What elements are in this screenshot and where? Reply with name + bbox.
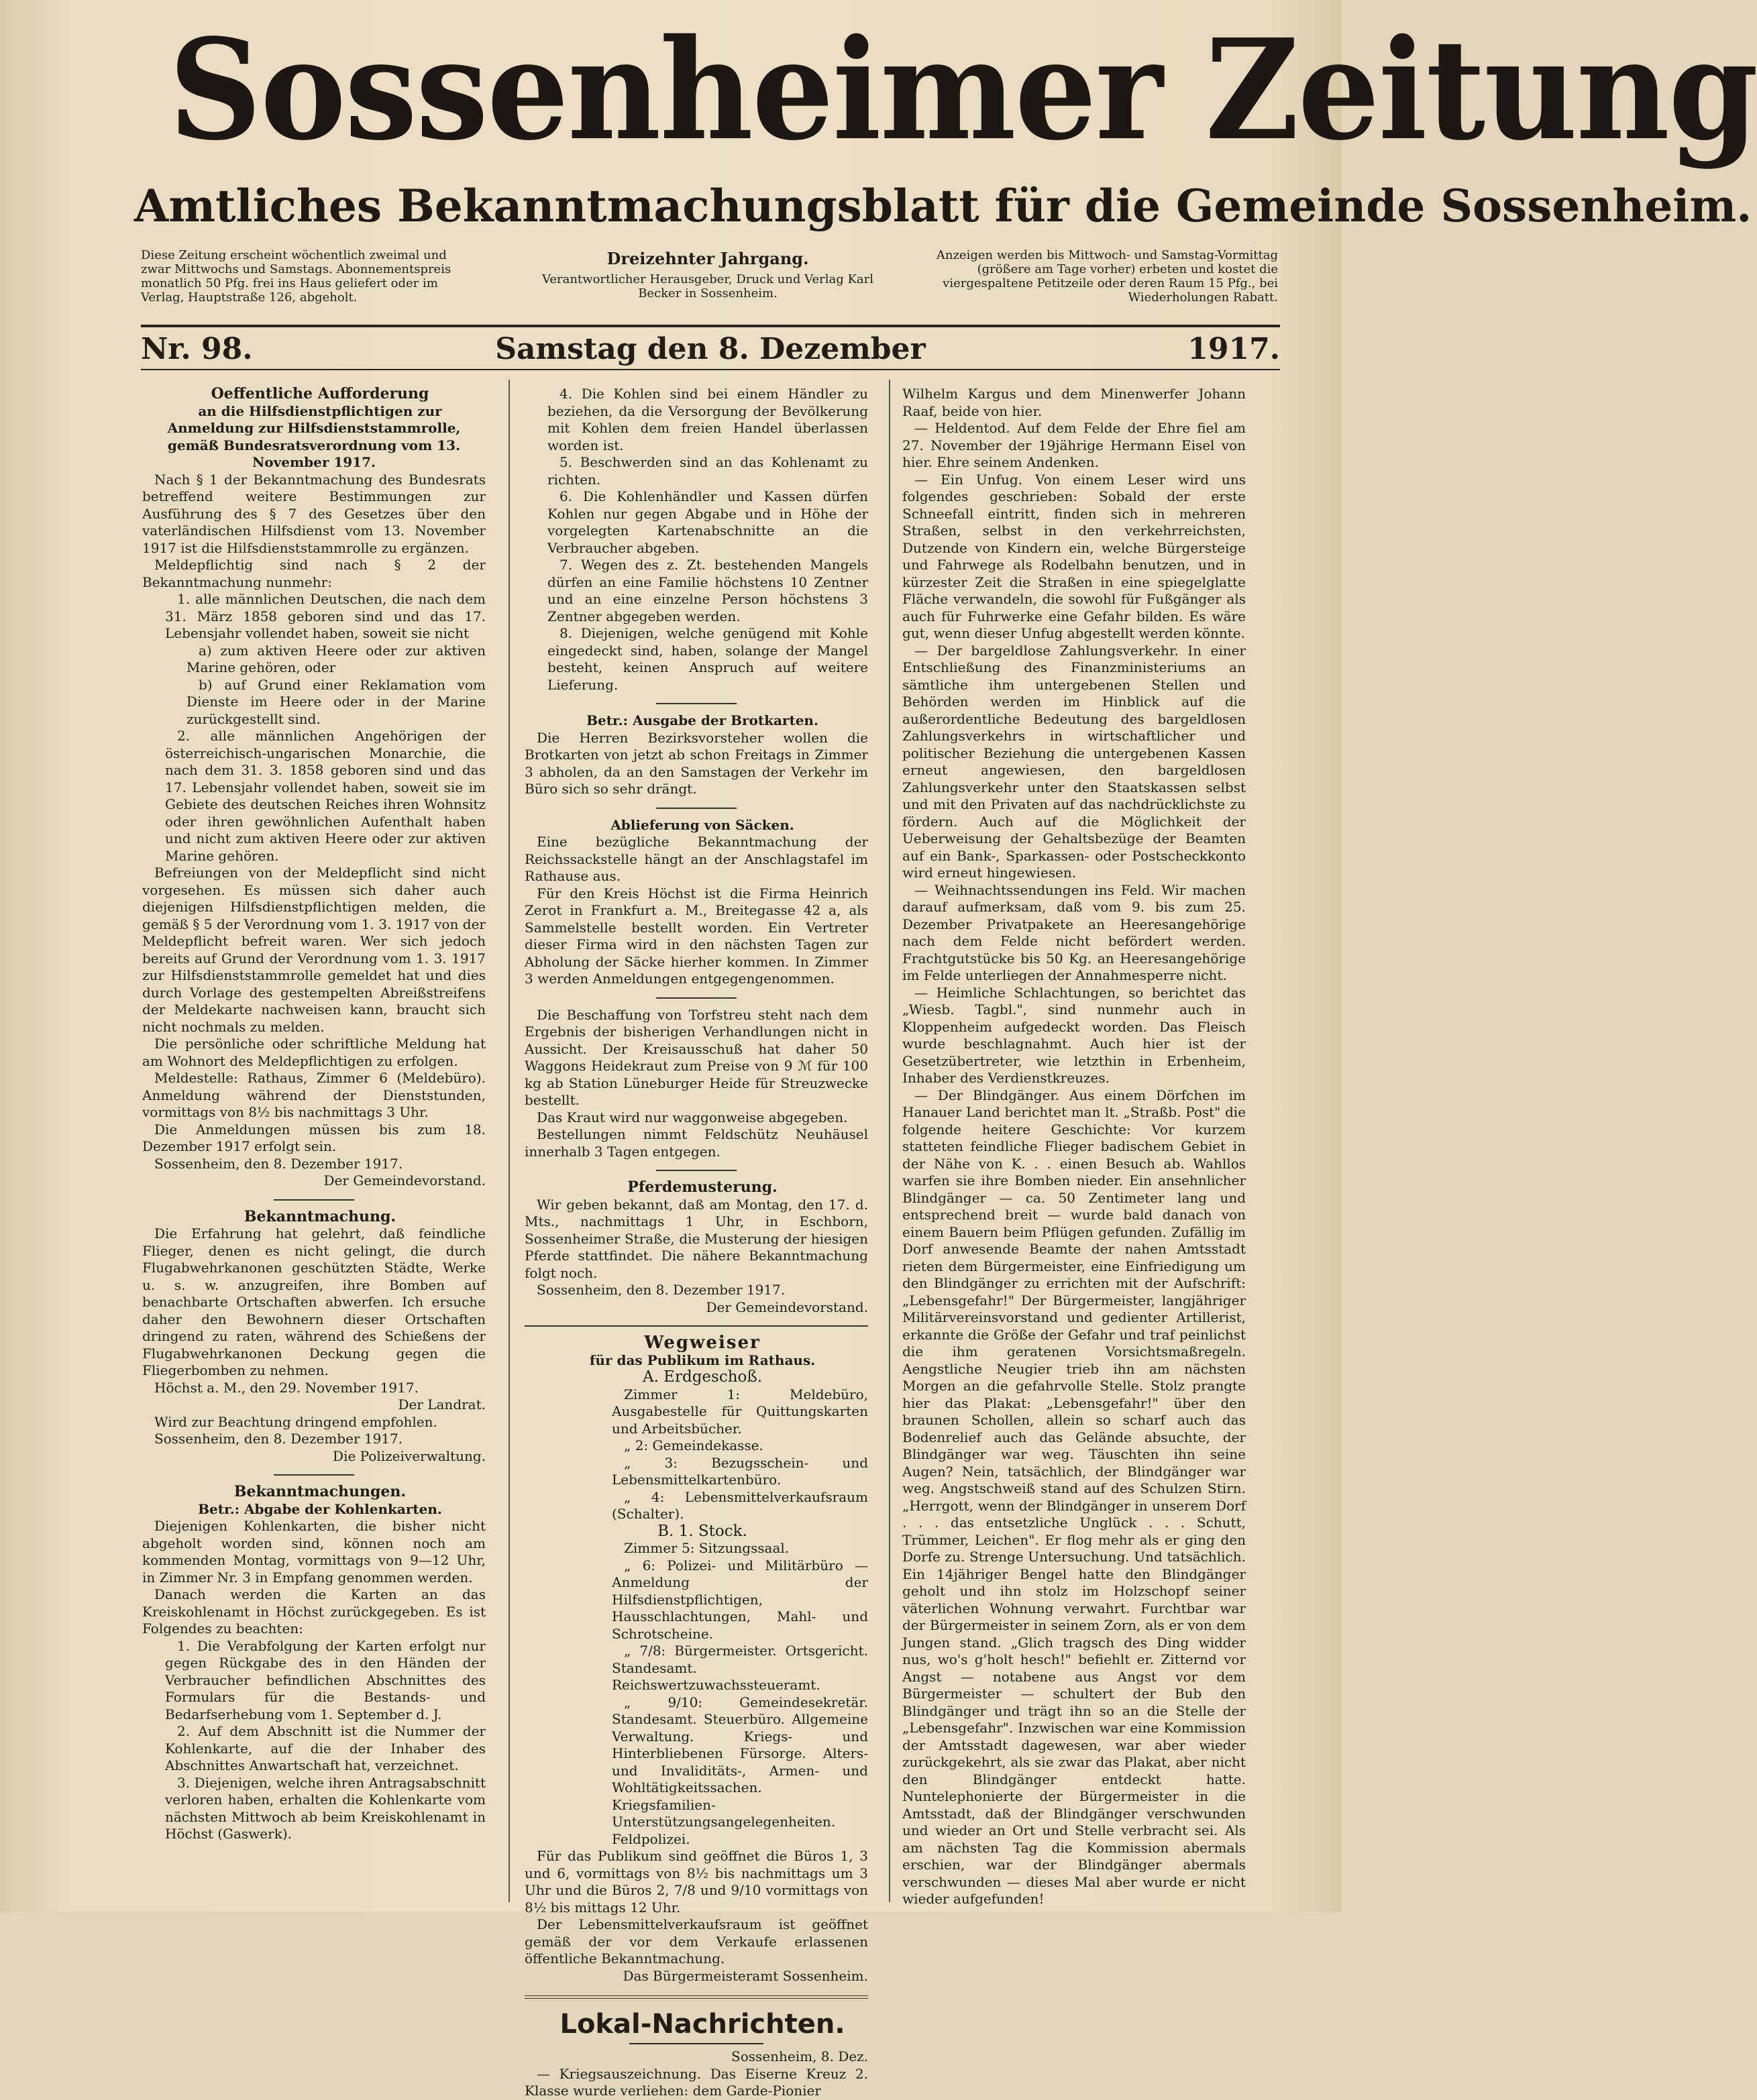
paragraph: Befreiungen von der Meldepflicht sind nicht vorgesehen. Es müssen sich daher auch diejenigen Hilfsdienstpflichtigen melden, die gemäß § 5 der Verordnung vom 1. 3. 1917 von der Meldepflicht befreit waren. Wer sich jedoch bereits auf Grund der Verordnung vom 1. 3. 1917 zur Hilfsdienststammrolle gemeldet hat und dies durch Vorlage des gestempelten Abreißstreifens der Meldekarte nachweisen kann, braucht sich nicht nochmals zu melden. (142, 865, 486, 1035)
list-item: 6. Die Kohlenhändler und Kassen dürfen Kohlen nur gegen Abgabe und in Höhe der vorgelegten Kartenabschnitte an die Verbraucher abgeben. (547, 488, 868, 556)
paragraph: Wird zur Beachtung dringend empfohlen. (154, 1413, 437, 1430)
article-title: Bekanntmachung. (244, 1207, 396, 1225)
signature: Das Bürgermeisteramt Sossenheim. (623, 1967, 868, 1984)
room-entry: „ 6: Polizei- und Militärbüro — Anmeldung der Hilfsdienstpflichtigen, Hausschlachtungen, Mahl- und Schrotscheine. (612, 1557, 868, 1642)
column-divider (509, 380, 510, 1902)
paragraph: Meldepflichtig sind nach § 2 der Bekanntmachung nunmehr: (142, 557, 486, 590)
separator (525, 1325, 868, 1327)
paragraph: Meldestelle: Rathaus, Zimmer 6 (Meldebüro). Anmeldung während der Dienststunden, vormittags von 8½ bis nachmittags 3 Uhr. (142, 1070, 486, 1120)
article-title: Oeffentliche Aufforderung (211, 385, 429, 402)
paragraph: Wilhelm Kargus und dem Minenwerfer Johann Raaf, beide von hier. (902, 386, 1246, 419)
room-entry: „ 2: Gemeindekasse. (624, 1437, 763, 1453)
column-divider (889, 380, 890, 1902)
room-entry: Zimmer 5: Sitzungssaal. (624, 1540, 790, 1556)
paragraph: Diejenigen Kohlenkarten, die bisher nicht abgeholt worden sind, können noch am kommenden Montag, vormittags von 9—12 Uhr, in Zimmer Nr. 3 in Empfang genommen werden. (142, 1518, 486, 1586)
header-rule-top (141, 325, 1280, 327)
header-rule-bottom (141, 369, 1280, 370)
place-date: Sossenheim, den 8. Dezember 1917. (537, 1282, 786, 1298)
list-item: 8. Diejenigen, welche genügend mit Kohle eingedeckt sind, haben, solange der Mangel besteht, keinen Anspruch auf weitere Lieferung. (547, 625, 868, 693)
double-rule (525, 1995, 868, 1999)
volume-year: Dreizehnter Jahrgang. (606, 249, 809, 268)
publisher-line: Verantwortlicher Herausgeber, Druck und Verlag Karl Becker in Sossenheim. (542, 272, 873, 300)
list-item: 1. Die Verabfolgung der Karten erfolgt nur gegen Rückgabe des in den Händen der Verbraucher befindlichen Abschnittes des Formulars für die Bestands- und Bedarfserhebung vom 1. September d. J. (165, 1637, 486, 1722)
paragraph: Die Herren Bezirksvorsteher wollen die Brotkarten von jetzt ab schon Freitags in Zimmer 3 abholen, da an den Samstagen der Verkehr im Büro sich so sehr drängt. (525, 729, 868, 797)
masthead-title: Sossenheimer Zeitung (168, 9, 1757, 171)
list-item: 7. Wegen des z. Zt. bestehenden Mangels dürfen an eine Familie höchstens 10 Zentner und an eine einzelne Person höchstens 3 Zentner abgegeben werden. (547, 557, 868, 624)
signature: Die Polizeiverwaltung. (333, 1447, 486, 1464)
article-title: Ablieferung von Säcken. (610, 816, 794, 833)
paragraph: Für das Publikum sind geöffnet die Büros 1, 3 und 6, vormittags von 8½ bis nachmittags um 3 Uhr und die Büros 2, 7/8 und 9/10 vormittags von 8½ bis mittags 12 Uhr. (525, 1848, 868, 1916)
separator (656, 808, 737, 809)
place-date: Höchst a. M., den 29. November 1917. (154, 1379, 419, 1396)
paragraph: Die Anmeldungen müssen bis zum 18. Dezember 1917 erfolgt sein. (142, 1121, 486, 1154)
room-entry: „ 3: Bezugsschein- und Lebensmittelkartenbüro. (612, 1454, 868, 1488)
place-date: Sossenheim, den 8. Dezember 1917. (154, 1155, 403, 1172)
paragraph: Wir geben bekannt, daß am Montag, den 17. d. Mts., nachmittags 1 Uhr, in Eschborn, Sossenheimer Straße, die Musterung der hiesigen Pferde stattfindet. Die nähere Bekanntmachung folgt noch. (525, 1196, 868, 1281)
subscription-info: Diese Zeitung erscheint wöchentlich zweimal und zwar Mittwochs und Samstags. Abonnementspreis monatlich 50 Pfg. frei ins Haus geliefert oder im Verlag, Hauptstraße 126, abgeholt. (141, 248, 451, 305)
separator (274, 1199, 354, 1201)
news-item: — Heldentod. Auf dem Felde der Ehre fiel am 27. November der 19jährige Hermann Eisel von hier. Ehre seinem Andenken. (902, 420, 1246, 470)
place-date: Sossenheim, den 8. Dezember 1917. (154, 1431, 403, 1447)
paragraph: Die persönliche oder schriftliche Meldung hat am Wohnort des Meldepflichtigen zu erfolgen. (142, 1036, 486, 1069)
news-item: — Heimliche Schlachtungen, so berichtet das „Wiesb. Tagbl.", sind nunmehr auch in Kloppenheim aufgedeckt worden. Das Fleisch wurde beschlagnahmt. Auch hier ist der Gesetzübertreter, wie letzthin in Erbenheim, Inhaber des Verdienstkreuzes. (902, 984, 1246, 1086)
separator (629, 2043, 763, 2044)
issue-year: 1917. (1187, 332, 1280, 366)
dateline (141, 330, 1280, 369)
column-2 (525, 386, 868, 2099)
paragraph: Die Beschaffung von Torfstreu steht nach dem Ergebnis der bisherigen Verhandlungen nicht in Aussicht. Der Kreisausschuß hat daher 50 Waggons Heidekraut zum Preise von 9 ℳ für 100 kg ab Station Lüneburger Heide für Streuzwecke bestellt. (525, 1006, 868, 1108)
floor-heading: B. 1. Stock. (657, 1522, 747, 1540)
separator (656, 997, 737, 999)
paragraph: Das Kraut wird nur waggonweise abgegeben. (537, 1109, 848, 1125)
room-entry: „ 4: Lebensmittelverkaufsraum (Schalter). (612, 1488, 868, 1522)
paragraph: Danach werden die Karten an das Kreiskohlenamt in Höchst zurückgegeben. Es ist Folgendes zu beachten: (142, 1586, 486, 1637)
separator (656, 1170, 737, 1171)
directory-subtitle: für das Publikum im Rathaus. (589, 1351, 816, 1368)
paragraph: Der Lebensmittelverkaufsraum ist geöffnet gemäß der vor dem Verkaufe erlassenen öffentliche Bekanntmachung. (525, 1916, 868, 1967)
article-title: Bekanntmachungen. (233, 1483, 407, 1500)
paragraph: Nach § 1 der Bekanntmachung des Bundesrats betreffend weitere Bestimmungen zur Ausführung des § 7 des Gesetzes über den vaterländischen Hilfsdienst vom 13. November 1917 ist die Hilfsdienststammrolle zu ergänzen. (142, 471, 486, 556)
issue-date: Samstag den 8. Dezember (495, 332, 926, 366)
list-item: a) zum aktiven Heere oder zur aktiven Marine gehören, oder (187, 642, 486, 675)
list-item: 1. alle männlichen Deutschen, die nach dem 31. März 1858 geboren sind und das 17. Lebensjahr vollendet haben, soweit sie nicht (165, 591, 486, 641)
section-dateline: Sossenheim, 8. Dez. (731, 2048, 868, 2064)
news-item: — Der Blindgänger. Aus einem Dörfchen im Hanauer Land berichtet man lt. „Straßb. Post" die folgende heitere Geschichte: Vor kurzem statteten feindliche Flieger badischem Gebiet in der Nähe von K. . . einen Besuch ab. Wahllos warfen sie ihre Bomben nieder. Ein ansehnlicher Blindgänger — ca. 50 Zentimeter lang und entsprechend breit — wurde bald danach von einem Bauern beim Pflügen gefunden. Zufällig im Dorf anwesende Beamte der nahen Amtsstadt rieten dem Bürgermeister, eine Einfriedigung um den Blindgänger zu errichten mit der Aufschrift: „Lebensgefahr!" Der Bürgermeister, langjähriger Militärvereinsvorstand und gedienter Artillerist, erkannte die Größe der Gefahr und traf peinlichst die ihm geratenen Vorsichtsmaßregeln. Aengstliche Neugier trieb ihn am nächsten Morgen an die gefahrvolle Stelle. Stolz prangte hier das Plakat: „Lebensgefahr!" über den braunen Schollen, allein so scharf auch das Bodenrelief auch das Gelände absuchte, der Blindgänger war weg. Täuschten ihn seine Augen? Nein, tatsächlich, der Blindgänger war weg. Angstschweiß stand auf des Schulzen Stirn. „Herrgott, wenn der Blindgänger in unserem Dorf . . . das entsetzliche Unglück . . . Schutt, Trümmer, Leichen". Er flog mehr als er ging den Dorfe zu. Strenge Untersuchung. Und tatsächlich. Ein 14jähriger Bengel hatte den Blindgänger geholt und ihn stolz im Holzschopf seiner väterlichen Wohnung verwahrt. Furchtbar war der Bürgermeister in seinem Zorn, als er von dem Jungen stand. „Glich tragsch des Ding widder nus, wo's g'holt hesch!" befiehlt er. Zitternd vor Angst — notabene aus Angst vor dem Bürgermeister — schultert der Bub den Blindgänger und trägt ihn so an die Stelle der „Lebensgefahr". Inzwischen war eine Kommission der Amtsstadt dagewesen, war aber wieder zurückgekehrt, als sie zwar das Plakat, aber nicht den Blindgänger entdeckt hatte. Nuntelephonierte der Bürgermeister in die Amtsstadt, daß der Blindgänger verschwunden und wieder an Ort und Stelle verbracht sei. Als am nächsten Tag die Kommission abermals erschien, war der Blindgänger abermals verschwunden — dieses Mal aber wurde er nicht wieder aufgefunden! (902, 1087, 1246, 1907)
advertising-info: Anzeigen werden bis Mittwoch- und Samstag-Vormittag (größere am Tage vorher) erbeten und kostet die viergespaltene Petitzeile oder deren Raum 15 Pfg., bei Wiederholungen Rabatt. (936, 248, 1278, 305)
floor-heading: A. Erdgeschoß. (642, 1368, 763, 1386)
list-item: 5. Beschwerden sind an das Kohlenamt zu richten. (547, 454, 868, 488)
signature: Der Gemeindevorstand. (323, 1172, 486, 1189)
list-item: b) auf Grund einer Reklamation vom Dienste im Heere oder in der Marine zurückgestellt sind. (187, 676, 486, 727)
directory-title: Wegweiser (644, 1333, 761, 1353)
paragraph: — Kriegsauszeichnung. Das Eiserne Kreuz 2. Klasse wurde verliehen: dem Garde-Pionier (525, 2065, 868, 2099)
list-item: 3. Diejenigen, welche ihren Antragsabschnitt verloren haben, erhalten die Kohlenkarte vom nächsten Mittwoch ab beim Kreiskohlenamt in Höchst (Gaswerk). (165, 1774, 486, 1842)
news-item: — Der bargeldlose Zahlungsverkehr. In einer Entschließung des Finanzministeriums an sämtliche ihm untergebenen Stellen und Behörden werden im Hinblick auf die außerordentliche Bedeutung des bargeldlosen Zahlungsverkehrs in wirtschaftlicher und politischer Beziehung die untergebenen Kassen erneut angewiesen, den bargeldlosen Zahlungsverkehr unter den Staatskassen selbst und mit den Privaten auf das nachdrücklichste zu fördern. Auch auf die Möglichkeit der Ueberweisung der Gehaltsbezüge der Beamten auf ein Bank-, Sparkassen- oder Postscheckkonto wird erneut hingewiesen. (902, 642, 1246, 881)
list-item: 2. Auf dem Abschnitt ist die Nummer der Kohlenkarte, auf die der Inhaber des Abschnittes Anwartschaft hat, verzeichnet. (165, 1723, 486, 1773)
column-1 (142, 386, 486, 1895)
room-entry: Zimmer 1: Meldebüro, Ausgabestelle für Quittungskarten und Arbeitsbücher. (612, 1386, 868, 1437)
article-title: Pferdemusterung. (627, 1178, 778, 1196)
news-item: — Weihnachtssendungen ins Feld. Wir machen darauf aufmerksam, daß vom 9. bis zum 25. Dezember Privatpakete an Heeresangehörige nach dem Felde nicht befördert werden. Frachtgutstücke bis 50 Kg. an Heeresangehörige im Felde unterliegen der Annahmesperre nicht. (902, 881, 1246, 983)
issue-number: Nr. 98. (141, 332, 253, 366)
list-item: 4. Die Kohlen sind bei einem Händler zu beziehen, da die Versorgung der Bevölkerung mit Kohlen dem freien Handel überlassen worden ist. (547, 386, 868, 453)
paragraph: Die Erfahrung hat gelehrt, daß feindliche Flieger, denen es nicht gelingt, die durch Flugabwehrkanonen geschützten Städte, Werke u. s. w. anzugreifen, ihre Bomben auf benachbarte Ortschaften abwerfen. Ich ersuche daher den Bewohnern dieser Ortschaften dringend zu raten, während des Schießens der Flugabwehrkanonen Deckung gegen die Fliegerbomben zu nehmen. (142, 1225, 486, 1378)
paragraph: Bestellungen nimmt Feldschütz Neuhäusel innerhalb 3 Tagen entgegen. (525, 1126, 868, 1160)
news-item: — Ein Unfug. Von einem Leser wird uns folgendes geschrieben: Sobald der erste Schneefall eintritt, finden sich in mehreren Straßen, selbst in den verkehrreichsten, Dutzende von Kindern ein, welche Bürgersteige und Fahrwege als Rodelbahn benutzen, und in kürzester Zeit die Straßen in eine spiegelglatte Fläche verwandeln, die sowohl für Fußgänger als auch für Fuhrwerke eine Gefahr bilden. Es wäre gut, wenn dieser Unfug abgestellt werden könnte. (902, 471, 1246, 641)
separator (656, 703, 737, 704)
article-title: Betr.: Ausgabe der Brotkarten. (586, 712, 818, 728)
paragraph: Für den Kreis Höchst ist die Firma Heinrich Zerot in Frankfurt a. M., Breitegasse 42 a, als Sammelstelle bestellt worden. Ein Vertreter dieser Firma wird in den nächsten Tagen zur Abholung der Säcke hierher kommen. In Zimmer 3 werden Anmeldungen entgegengenommen. (525, 885, 868, 987)
article-subtitle: Betr.: Abgabe der Kohlenkarten. (198, 1500, 442, 1517)
separator (274, 1474, 354, 1476)
section-title: Lokal-Nachrichten. (560, 2009, 845, 2040)
signature: Der Gemeindevorstand. (706, 1298, 868, 1315)
article-subtitle: an die Hilfsdienstpflichtigen zur Anmeldung zur Hilfsdienststammrolle, gemäß Bundesratsverordnung vom 13. November 1917. (167, 402, 461, 470)
signature: Der Landrat. (398, 1396, 486, 1413)
masthead-subtitle: Amtliches Bekanntmachungsblatt für die Gemeinde Sossenheim. (134, 180, 1752, 232)
column-3 (902, 386, 1246, 1907)
paragraph: Eine bezügliche Bekanntmachung der Reichssackstelle hängt an der Anschlagstafel im Rathause aus. (525, 834, 868, 884)
room-entry: „ 9/10: Gemeindesekretär. Standesamt. Steuerbüro. Allgemeine Verwaltung. Kriegs- und Hinterbliebenen Fürsorge. Alters- und Invaliditäts-, Armen- und Wohltätigkeitssachen. Kriegsfamilien-Unterstützungsangelegenheiten. Feldpolizei. (612, 1694, 868, 1847)
publisher-info (527, 248, 889, 300)
room-entry: „ 7/8: Bürgermeister. Ortsgericht. Standesamt. Reichswertzuwachssteueramt. (612, 1643, 868, 1693)
list-item: 2. alle männlichen Angehörigen der österreichisch-ungarischen Monarchie, die nach dem 31. 3. 1858 geboren sind und das 17. Lebensjahr vollendet haben, soweit sie im Gebiete des deutschen Reiches ihren Wohnsitz oder ihren gewöhnlichen Aufenthalt haben und nicht zum aktiven Heere oder zur aktiven Marine gehören. (165, 728, 486, 864)
